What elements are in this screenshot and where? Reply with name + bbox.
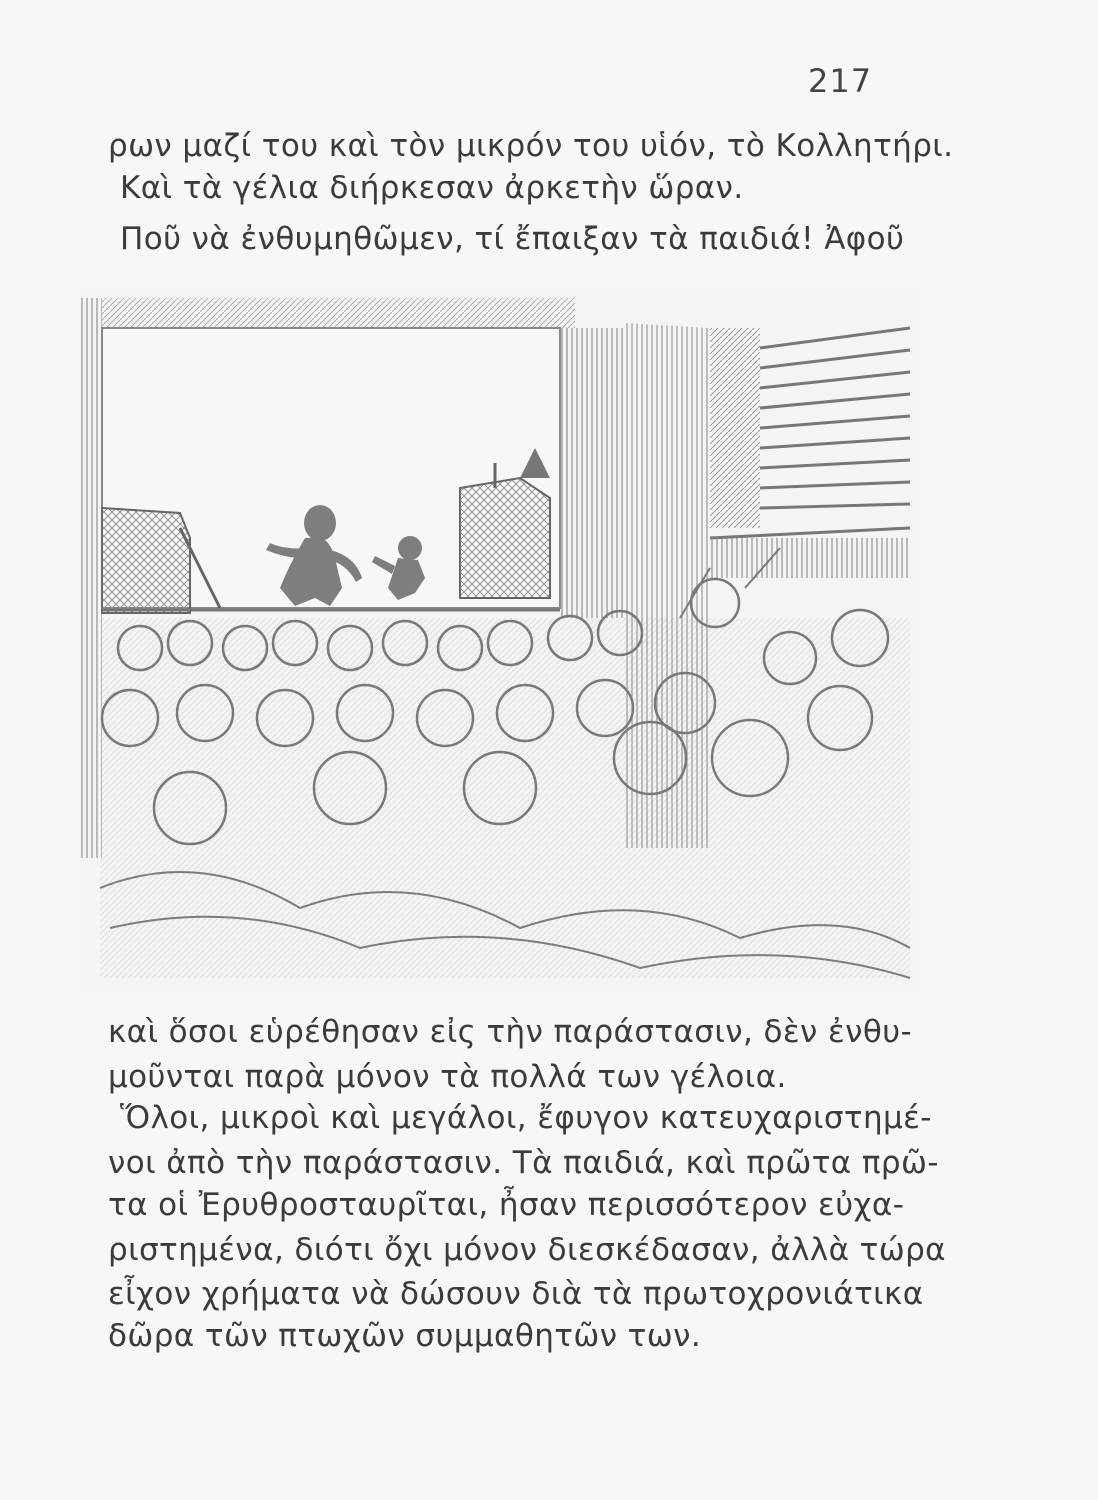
text-line: μοῦνται παρὰ μόνον τὰ πολλά των γέλοια. xyxy=(108,1059,787,1095)
page-number: 217 xyxy=(808,62,873,100)
text-line: καὶ ὅσοι εὑρέθησαν εἰς τὴν παράστασιν, δὲν ἐνθυ- xyxy=(108,1014,913,1050)
text-line: νοι ἀπὸ τὴν παράστασιν. Τὰ παιδιά, καὶ πρῶτα πρῶ- xyxy=(108,1145,939,1181)
text-line: ριστημένα, διότι ὄχι μόνον διεσκέδασαν, ἀλλὰ τώρα xyxy=(108,1232,946,1268)
text-line: Καὶ τὰ γέλια διήρκεσαν ἀρκετὴν ὥραν. xyxy=(120,170,744,206)
text-line: Ποῦ νὰ ἐνθυμηθῶμεν, τί ἔπαιξαν τὰ παιδιά! Ἀφοῦ xyxy=(120,221,905,257)
text-line: εἶχον χρήματα νὰ δώσουν διὰ τὰ πρωτοχρονιάτικα xyxy=(108,1276,924,1312)
text-line: ρων μαζί του καὶ τὸν μικρόν του υἱόν, τὸ Κολλητήρι. xyxy=(108,128,954,164)
shadow-theater-audience-illustration xyxy=(80,288,920,993)
text-line: τα οἱ Ἐρυθροσταυρῖται, ἦσαν περισσότερον εὐχα- xyxy=(108,1187,905,1223)
text-line: δῶρα τῶν πτωχῶν συμμαθητῶν των. xyxy=(108,1318,702,1354)
text-line: Ὅλοι, μικροὶ καὶ μεγάλοι, ἔφυγον κατευχαριστημέ- xyxy=(120,1100,932,1136)
